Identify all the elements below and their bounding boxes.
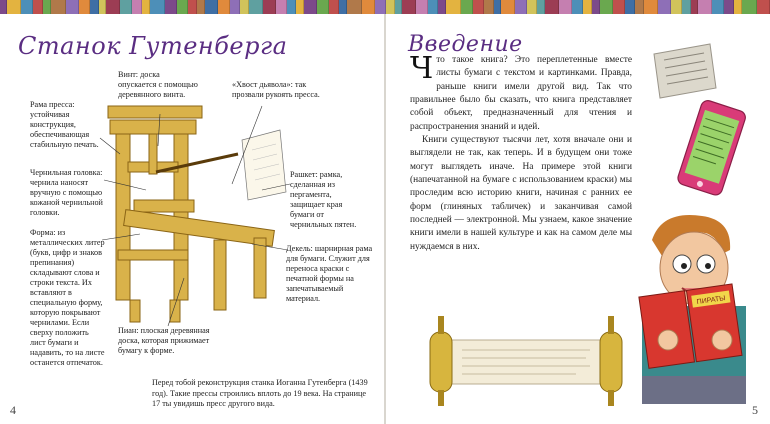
spine-segment [559,0,572,14]
spine-segment [644,0,659,14]
page-number-left: 4 [10,403,16,417]
left-page-title: Станок Гутенберга [18,32,288,60]
spine-segment [0,0,7,14]
spine-segment [142,0,150,14]
spine-segment [106,0,120,14]
spine-segment [218,0,230,14]
spine-segment [572,0,583,14]
spine-segment [712,0,724,14]
spine-segment [515,0,527,14]
spine-segment [402,0,416,14]
spine-segment [33,0,43,14]
spine-segment [698,0,712,14]
spine-segment [757,0,770,14]
spine-segment [461,0,474,14]
left-page [0,14,384,424]
clay-tablet-illustration [650,42,720,102]
spine-segment [197,0,204,14]
callout-rama: Рама пресса: устойчивая конструкция, обеспечивающая стабильную печать. [30,100,99,149]
spine-segment [287,0,296,14]
callout-vint: Винт: доска опускается с помощью деревянного винта. [118,70,198,99]
spine-segment [263,0,276,14]
spine-segment [150,0,165,14]
spine-segment [329,0,339,14]
spine-segment [484,0,493,14]
left-page-caption: Перед тобой реконструкция станка Иоганна Гутенберга (1439 год). Такие прессы строились вплоть до 19 века. На странице 17 ты увидишь пресс другого вида. [152,378,368,409]
spine-segment [742,0,757,14]
spine-segment [132,0,142,14]
spine-segment [43,0,51,14]
page-number-right: 5 [752,403,758,417]
spine-segment [296,0,303,14]
spine-segment [625,0,635,14]
spine-segment [362,0,375,14]
spine-segment [658,0,671,14]
spine-segment [79,0,90,14]
spine-segment [592,0,599,14]
callout-forma: Форма: из металлических литер (букв, цифр и знаков препинания) складывают слова и строки текста. Их вставляют в специальную форму, которую покрывают чернилами. Если сверху положить лист бумаги и надавить, то на листе останется отпечаток. [30,228,105,367]
spine-segment [165,0,178,14]
spine-segment [537,0,545,14]
spine-segment [304,0,318,14]
spine-segment [51,0,66,14]
spine-segment [671,0,682,14]
spine-segment [347,0,362,14]
spine-segment [317,0,329,14]
spine-segment [177,0,188,14]
spine-segment [545,0,560,14]
boy-reading-illustration [622,210,762,406]
spine-segment [240,0,248,14]
callout-hvost-dyavola: «Хвост дьявола»: так прозвали рукоять пресса. [232,80,320,99]
spine-segment [635,0,643,14]
spine-segment [501,0,515,14]
spine-segment [724,0,734,14]
spine-segment [600,0,614,14]
spine-segment [428,0,438,14]
spine-segment [90,0,99,14]
spine-segment [21,0,33,14]
callout-golovka: Чернильная головка: чернила наносят вручную с помощью кожаной чернильной головки. [30,168,103,217]
spine-segment [249,0,264,14]
spine-segment [276,0,287,14]
spine-segment [188,0,197,14]
spine-segment [66,0,79,14]
decorative-spine-strip [0,0,770,14]
spine-segment [375,0,386,14]
spine-segment [230,0,240,14]
spine-segment [416,0,428,14]
spine-segment [205,0,219,14]
spine-segment [438,0,446,14]
spine-segment [395,0,402,14]
spine-segment [120,0,132,14]
callout-rashket: Рашкет: рамка, сделанная из пергамента, защищает края бумаги от чернильных пятен. [290,170,357,229]
spine-segment [682,0,691,14]
spine-segment [7,0,21,14]
book-cover-text: ПИРАТЫ [696,295,726,307]
spine-segment [613,0,625,14]
intro-paragraph-1-text: то такое книга? Это переплетенные вместе листы бумаги с текстом и картинками. Правда, раньше книги имели другой вид. Так что правильнее было бы сказать, что книга представляет собой объект, предназначенный для чтения и распространения знаний и идей. [410,55,632,132]
right-page-title: Введение [408,32,523,57]
right-page [386,14,770,424]
scroll-illustration [416,310,636,410]
spine-segment [527,0,537,14]
intro-paragraph-2: Книги существуют тысячи лет, хотя вначале они и выглядели не так, как теперь. И в будущем они тоже могут выглядеть иначе. На примере этой книги (напечатанной на бумаге с использованием краски) мы проследим всю историю книги, начиная с ранних ее форм (глиняных табличек) и заканчивая самой последней — электронной. Мы узнаем, какое значение книги имели в нашей культуре и как на самом деле мы нуждаемся в них. [410,135,632,252]
intro-text-block [410,51,632,254]
spine-segment [386,0,395,14]
spine-segment [446,0,461,14]
spine-segment [734,0,742,14]
spine-segment [99,0,106,14]
drop-cap: Ч [410,51,434,86]
callout-leader-lines [0,14,384,424]
callout-pian: Пиан: плоская деревянная доска, которая прижимает бумагу к форме. [118,326,210,355]
spine-segment [339,0,347,14]
spine-segment [494,0,501,14]
intro-paragraph-1 [410,51,632,134]
e-reader-phone-illustration [676,98,748,202]
callout-dekel: Декель: шарнирная рама для бумаги. Служит для переноса краски с печатной формы на запечатываемый материал. [286,244,373,303]
spine-segment [691,0,698,14]
spine-segment [473,0,484,14]
spine-segment [583,0,592,14]
